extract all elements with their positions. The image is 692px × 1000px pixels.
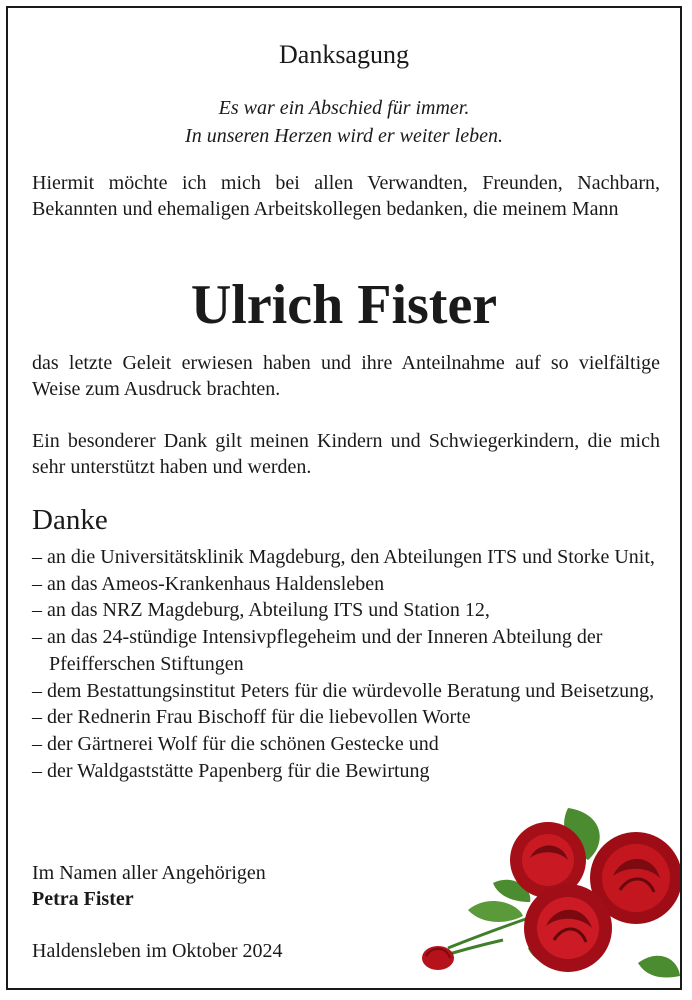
list-item: – dem Bestattungsinstitut Peters für die würdevolle Beratung und Beisetzung, — [32, 679, 655, 702]
paragraph-2: das letzte Geleit erwiesen haben und ihre Anteilnahme auf so vielfältige Weise zum Ausdruck brachten. — [32, 352, 660, 400]
list-item: – der Rednerin Frau Bischoff für die liebevollen Worte — [32, 706, 471, 729]
thanks-heading: Danke — [32, 504, 108, 536]
heading: Danksagung — [279, 40, 409, 69]
signer-name: Petra Fister — [32, 888, 134, 910]
list-item: – der Waldgaststätte Papenberg für die Bewirtung — [32, 759, 430, 782]
thanks-list — [32, 544, 672, 784]
list-item: – der Gärtnerei Wolf für die schönen Gestecke und — [32, 732, 439, 755]
list-item: – an das NRZ Magdeburg, Abteilung ITS und Station 12, — [32, 599, 490, 622]
obituary-frame — [6, 6, 682, 990]
red-roses-icon — [408, 798, 682, 990]
motto — [8, 94, 680, 150]
list-item: – an die Universitätsklinik Magdeburg, den Abteilungen ITS und Storke Unit, — [32, 546, 655, 568]
paragraph-3: Ein besonderer Dank gilt meinen Kindern und Schwiegerkindern, die mich sehr unterstützt haben und werden. — [32, 430, 660, 478]
motto-line: Es war ein Abschied für immer. — [218, 97, 470, 119]
list-item: – an das Ameos-Krankenhaus Haldensleben — [32, 572, 385, 595]
place-date: Haldensleben im Oktober 2024 — [32, 940, 283, 962]
signature-line: Im Namen aller Angehörigen — [32, 862, 266, 884]
motto-line: In unseren Herzen wird er weiter leben. — [185, 125, 503, 147]
intro-paragraph: Hiermit möchte ich mich bei allen Verwandten, Freunden, Nachbarn, Bekannten und ehemaligen Arbeitskollegen bedanken, die meinem Mann — [32, 172, 660, 220]
deceased-name: Ulrich Fister — [190, 274, 498, 336]
list-item: – an das 24-stündige Intensivpflegeheim und der Inneren Abteilung der Pfeifferschen Stiftungen — [32, 626, 603, 675]
